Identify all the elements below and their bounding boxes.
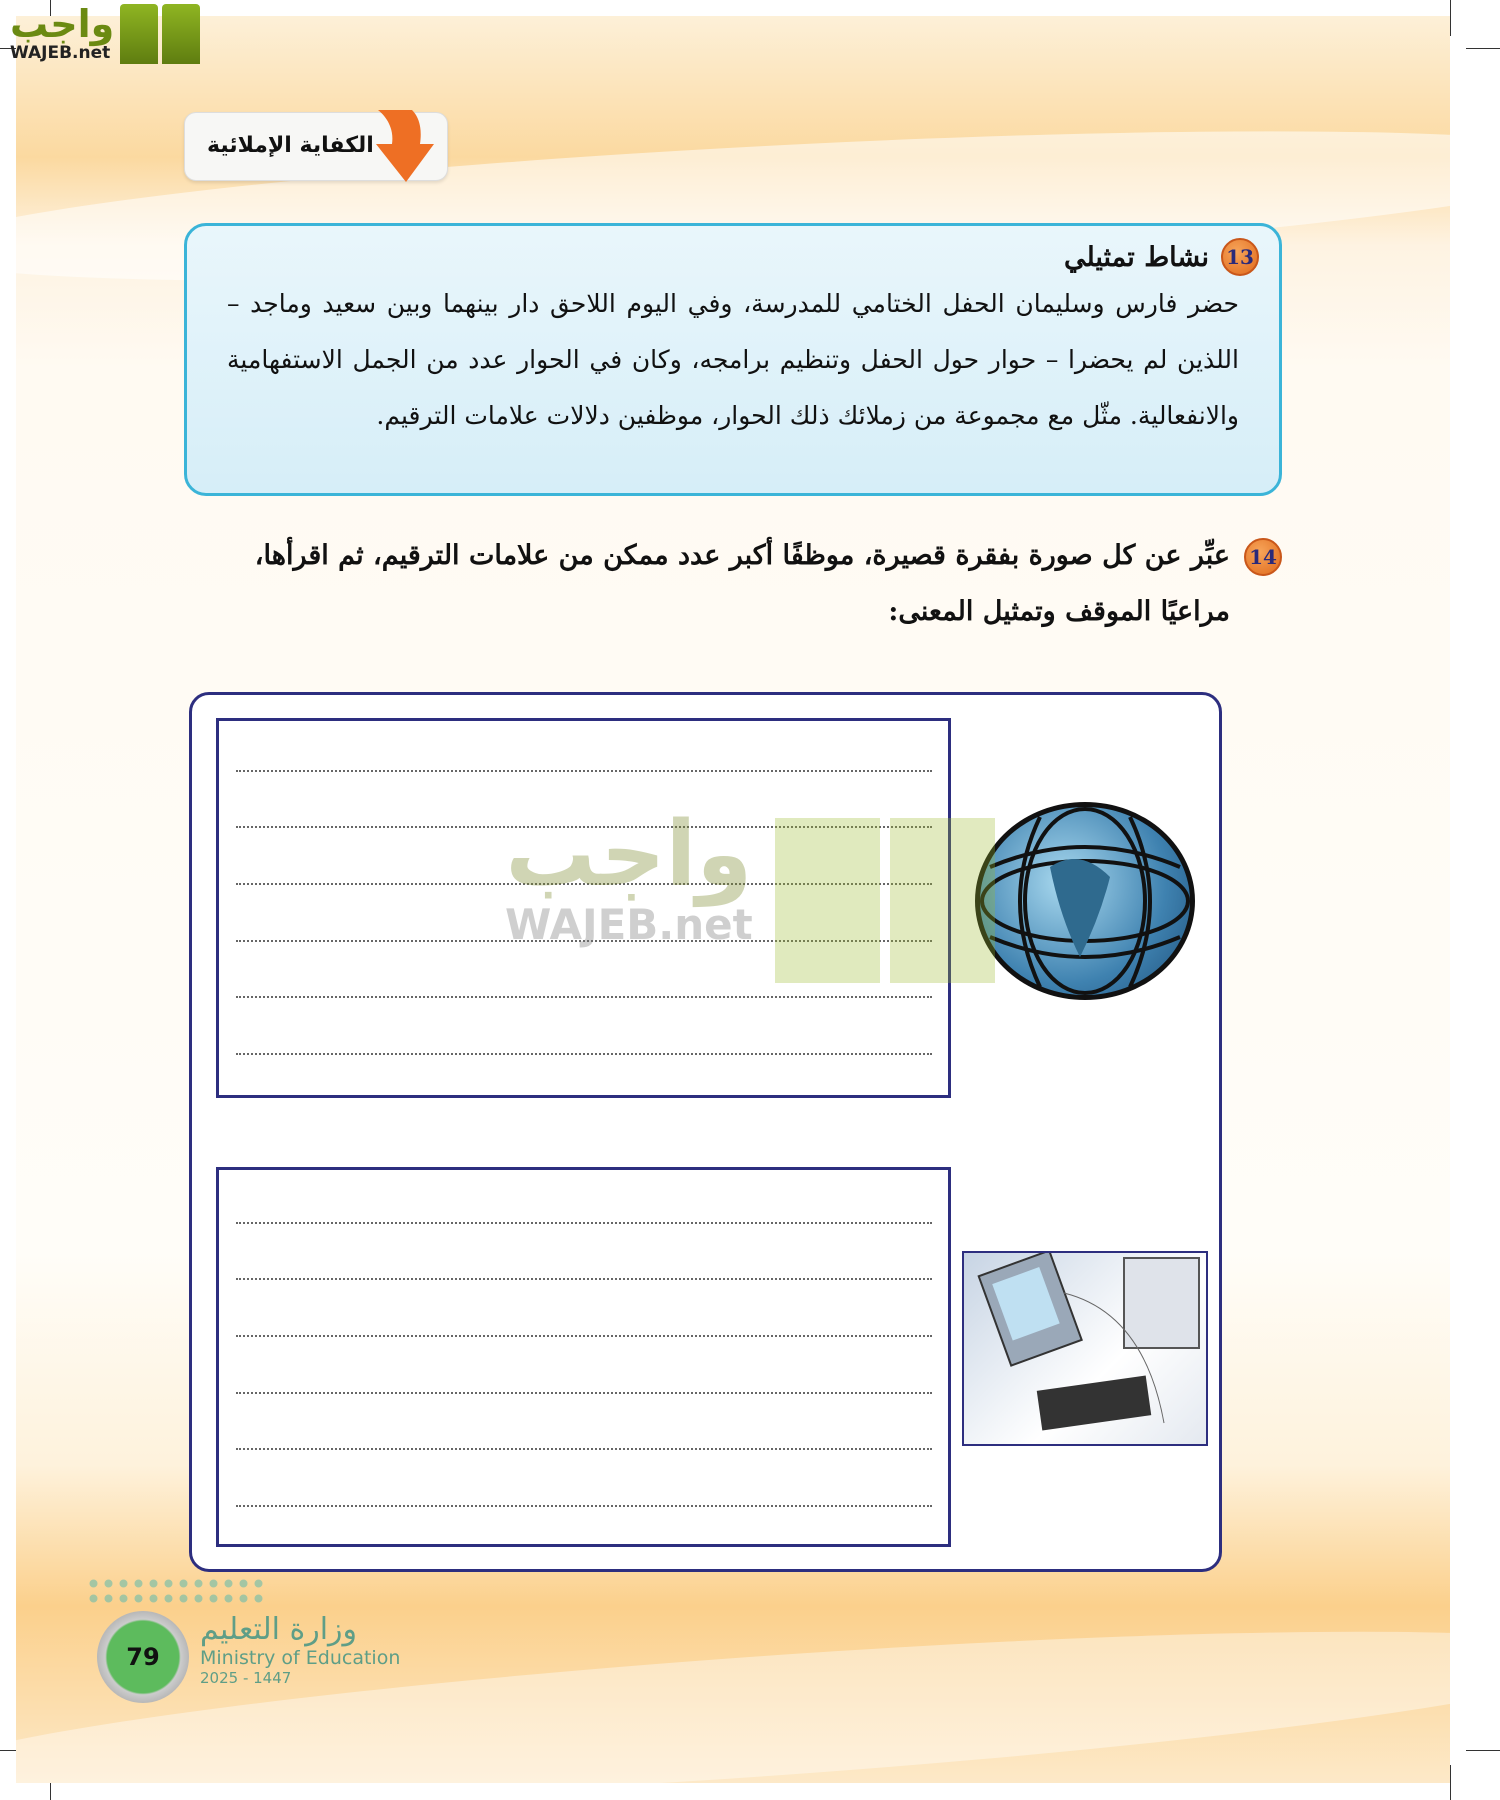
activity-title: نشاط تمثيلي bbox=[1063, 241, 1209, 273]
wajeb-logo[interactable] bbox=[10, 4, 200, 64]
ministry-name-ar: وزارة التعليم bbox=[200, 1612, 358, 1647]
watermark bbox=[505, 802, 753, 949]
academic-year: 2025 - 1447 bbox=[200, 1669, 292, 1687]
activity-14-question bbox=[184, 528, 1282, 640]
ministry-logo bbox=[200, 1612, 400, 1687]
question-text: عبِّر عن كل صورة بفقرة قصيرة، موظفًا أكبر عدد ممكن من علامات الترقيم، ثم اقرأها، مراعيًا الموقف وتمثيل المعنى: bbox=[254, 540, 1230, 627]
watermark-latin: WAJEB.net bbox=[505, 900, 753, 949]
activity-text: حضر فارس وسليمان الحفل الختامي للمدرسة، وفي اليوم اللاحق دار بينهما وبين سعيد وماجد – اللذين لم يحضرا – حوار حول الحفل وتنظيم برامجه، وكان في الحوار عدد من الجمل الاستفهامية والانفعالية. مثّل مع مجموعة من زملائك ذلك الحوار، موظفين دلالات علامات الترقيم. bbox=[227, 289, 1239, 430]
book-icon bbox=[120, 4, 200, 64]
section-title: الكفاية الإملائية bbox=[207, 133, 374, 158]
ministry-logo-dots bbox=[86, 1576, 266, 1608]
logo-latin: WAJEB.net bbox=[10, 43, 111, 63]
page-number-badge: 79 bbox=[97, 1611, 189, 1703]
logo-arabic: واجب bbox=[10, 2, 115, 46]
activity-number-badge: 14 bbox=[1244, 538, 1282, 576]
activity-13-box bbox=[184, 223, 1282, 496]
computer-image bbox=[962, 1251, 1208, 1446]
globe-image bbox=[975, 802, 1195, 1000]
watermark-book-icon bbox=[775, 818, 995, 983]
activity-number-badge: 13 bbox=[1221, 238, 1259, 276]
writing-box-2[interactable] bbox=[216, 1167, 951, 1547]
arrow-down-icon bbox=[372, 108, 436, 184]
ministry-name-en: Ministry of Education bbox=[200, 1647, 401, 1669]
watermark-arabic: واجب bbox=[505, 802, 753, 907]
